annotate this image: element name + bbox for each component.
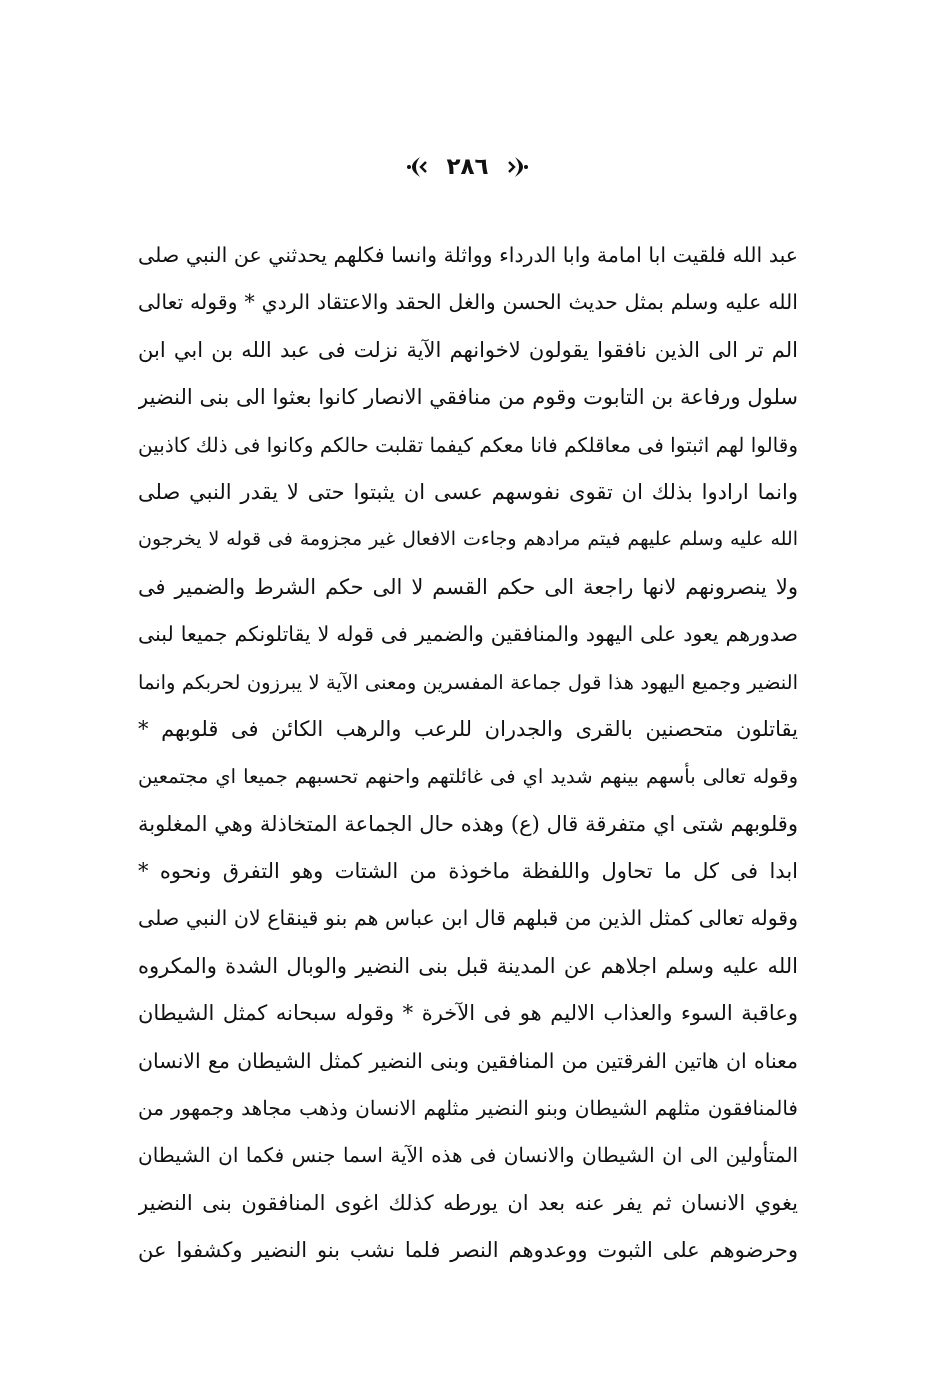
text-line: الله عليه وسلم بمثل حديث الحسن والغل الحقد والاعتقاد الردي * وقوله تعالى [138, 290, 798, 315]
text-line: ولا ينصرونهم لانها راجعة الى حكم القسم لا الى حكم الشرط والضمير فى [138, 574, 798, 599]
text-line: وانما ارادوا بذلك ان تقوى نفوسهم عسى ان يثبتوا حتى لا يقدر النبي صلى [138, 479, 798, 504]
page-number: ٢٨٦ [446, 154, 489, 180]
right-ornament-icon [503, 153, 531, 181]
text-line: وحرضوهم على الثبوت ووعدوهم النصر فلما نشب بنو النضير وكشفوا عن [138, 1238, 798, 1263]
text-line: عبد الله فلقيت ابا امامة وابا الدرداء وواثلة وانسا فكلهم يحدثني عن النبي صلى [138, 243, 798, 267]
text-line: النضير وجميع اليهود هذا قول جماعة المفسرين ومعنى الآية لا يبرزون لحربكم وانما [138, 670, 798, 694]
text-line: المتأولين الى ان الشيطان والانسان فى هذه الآية اسما جنس فكما ان الشيطان [138, 1143, 798, 1168]
text-line: وقوله تعالى كمثل الذين من قبلهم قال ابن عباس هم بنو قينقاع لان النبي صلى [138, 906, 798, 931]
body-text [138, 232, 798, 1275]
text-line: سلول ورفاعة بن التابوت وقوم من منافقي الانصار كانوا بعثوا الى بنى النضير [138, 385, 798, 410]
text-line: الله عليه وسلم اجلاهم عن المدينة قبل بنى النضير والوبال الشدة والمكروه [138, 953, 798, 978]
text-line: معناه ان هاتين الفرقتين من المنافقين وبنى النضير كمثل الشيطان مع الانسان [138, 1048, 798, 1073]
text-line: الله عليه وسلم عليهم فيتم مرادهم وجاءت الافعال غير مجزومة فى قوله لا يخرجون [138, 528, 798, 551]
text-line: يقاتلون متحصنين بالقرى والجدران للرعب والرهب الكائن فى قلوبهم * [138, 716, 798, 741]
text-line: ابدا فى كل ما تحاول واللفظة ماخوذة من الشتات وهو التفرق ونحوه * [138, 859, 798, 884]
text-line: وقالوا لهم اثبتوا فى معاقلكم فانا معكم كيفما تقلبت حالكم وكانوا فى ذلك كاذبين [138, 432, 798, 457]
page-header [0, 145, 935, 189]
text-line: فالمنافقون مثلهم الشيطان وبنو النضير مثلهم الانسان وذهب مجاهد وجمهور من [138, 1096, 798, 1121]
text-line: وعاقبة السوء والعذاب الاليم هو فى الآخرة * وقوله سبحانه كمثل الشيطان [138, 1001, 798, 1026]
text-line: وقوله تعالى بأسهم بينهم شديد اي فى غائلتهم واحنهم تحسبهم جميعا اي مجتمعين [138, 765, 798, 789]
text-line: يغوي الانسان ثم يفر عنه بعد ان يورطه كذلك اغوى المنافقون بنى النضير [138, 1190, 798, 1215]
text-line: وقلوبهم شتى اي متفرقة قال (ع) وهذه حال الجماعة المتخاذلة وهي المغلوبة [138, 811, 798, 836]
text-line: الم تر الى الذين نافقوا يقولون لاخوانهم الآية نزلت فى عبد الله بن ابي ابن [138, 337, 798, 362]
left-ornament-icon [404, 153, 432, 181]
text-line: صدورهم يعود على اليهود والمنافقين والضمير فى قوله لا يقاتلونكم جميعا لبنى [138, 622, 798, 647]
